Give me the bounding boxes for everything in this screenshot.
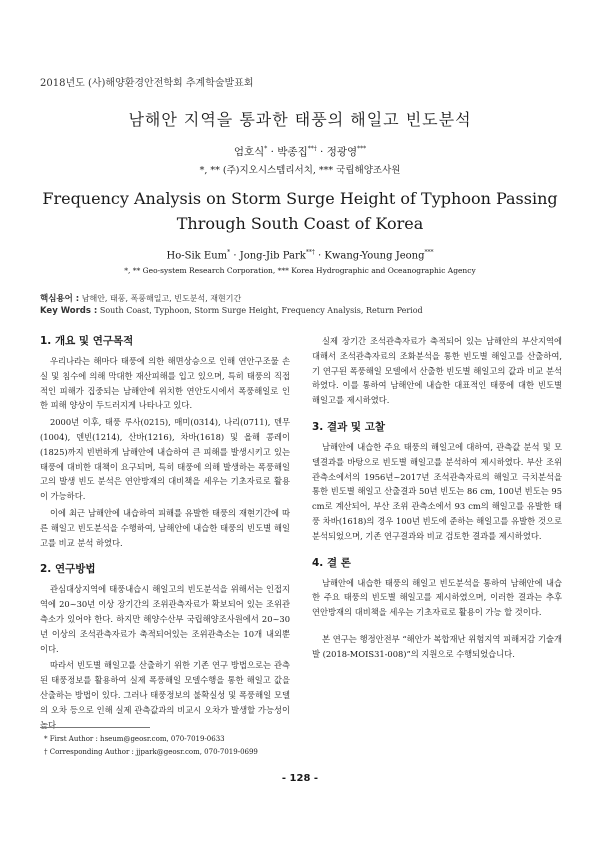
paragraph: 관심대상지역에 태풍내습시 해일고의 빈도분석을 위해서는 인접지역에 20~30년 이상 장기간의 조위관측자료가 확보되어 있는 조위관측소가 있어야 한다. 하지만 해양수산부 국립해양조사원에서 20~30년 이상의 조석관측자료가 축적되어있는 조위관측소는 10개 내외뿐이다. bbox=[40, 584, 290, 654]
author-2: 박종집 bbox=[277, 146, 308, 158]
footnote-first-author bbox=[44, 733, 304, 746]
section-heading: 3. 결과 및 고찰 bbox=[312, 420, 385, 433]
author-2-en: Jong-Jib Park bbox=[239, 250, 306, 262]
page-number: - 128 - bbox=[281, 773, 319, 784]
paragraph: 실제 장기간 조석관측자료가 축적되어 있는 남해안의 부산지역에 대해서 조석관측자료의 조화분석을 통한 빈도별 해일고를 산출하여, 기 연구된 폭풍해일 모델에서 산출한 빈도별 해일고의 값과 비교 분석하였다. 이를 통하여 남해안에 내습한 대표적인 태풍에 대한 빈도별 해일고를 제시하였다. bbox=[312, 336, 562, 406]
author-separator: · bbox=[314, 250, 325, 262]
author-2-mark: **† bbox=[307, 145, 317, 153]
section-heading: 4. 결 론 bbox=[312, 556, 351, 569]
footnotes bbox=[44, 733, 304, 758]
author-separator: · bbox=[267, 146, 278, 158]
keywords-english bbox=[40, 306, 560, 316]
footnote-corresponding-author bbox=[44, 746, 304, 759]
footnote-text: First Author : hseum@geosr.com, 070-7019-0633 bbox=[49, 735, 225, 743]
section-heading: 2. 연구방법 bbox=[40, 563, 96, 576]
author-1: 엄호식 bbox=[233, 146, 265, 158]
affiliation-korean: *, ** (주)지오시스템리서치, *** 국립해양조사원 bbox=[199, 165, 401, 176]
left-column bbox=[40, 334, 290, 734]
conference-header: 2018년도 (사)해양환경안전학회 추계학술발표회 bbox=[40, 78, 254, 89]
author-3-en-mark: *** bbox=[424, 249, 434, 256]
author-1-mark: * bbox=[264, 145, 268, 153]
title-korean: 남해안 지역을 통과한 태풍의 해일고 빈도분석 bbox=[128, 110, 472, 129]
keywords-english-text: South Coast, Typhoon, Storm Surge Height, Frequency Analysis, Return Period bbox=[99, 306, 423, 315]
keywords-korean-text: 남해안, 태풍, 폭풍해일고, 빈도분석, 재현기간 bbox=[81, 294, 242, 303]
keywords-english-label: Key Words : bbox=[40, 306, 98, 316]
footnote-divider bbox=[40, 727, 150, 728]
author-separator: · bbox=[316, 146, 327, 158]
author-1-en-mark: * bbox=[227, 249, 231, 256]
keywords-korean-label: 핵심용어 : bbox=[40, 294, 80, 304]
author-3-mark: *** bbox=[357, 145, 367, 153]
title-english: Frequency Analysis on Storm Surge Height of Typhoon Passing Through South Coast of Korea bbox=[42, 189, 558, 233]
footnote-text: Corresponding Author : jjpark@geosr.com, 070-7019-0699 bbox=[49, 747, 258, 756]
paragraph: 남해안에 내습한 주요 태풍의 해일고에 대하여, 관측값 분석 및 모델결과를 바탕으로 빈도별 해일고를 분석하여 제시하였다. 부산 조위관측소에서의 1956년~2017년 조석관측자료의 해일고 극치분석을 통한 빈도별 해일고 산출결과 50년 빈도는 86 cm, 100년 빈도는 95 cm로 계산되어, 부산 조위 관측소에서 93 cm의 해일고를 유발한 태풍 차바(1618)의 경우 100년 빈도에 준하는 해일고를 유발한 것으로 분석되었으며, 기존 연구결과와 비교 검토한 결과를 제시하였다. bbox=[312, 441, 562, 541]
author-3-en: Kwang-Young Jeong bbox=[324, 250, 425, 262]
paragraph: 2000년 이후, 태풍 루사(0215), 매미(0314), 나리(0711), 덴무(1004), 덴빈(1214), 산바(1216), 차바(1618) 및 올해 콩레이(1825)까지 빈번하게 남해안에 내습하여 큰 피해를 발생시키고 있는 태풍에 대비한 대책이 요구되며, 특히 태풍에 의해 발생하는 폭풍해일고의 발생 빈도 분석은 연안방재의 대비책을 세우는 기초자료로 활용이 가능하다. bbox=[40, 417, 290, 502]
section-heading: 1. 개요 및 연구목적 bbox=[40, 335, 134, 347]
footnote-mark: * bbox=[44, 735, 48, 743]
author-3: 정광영 bbox=[326, 146, 358, 158]
keywords-korean bbox=[40, 292, 560, 304]
authors-english bbox=[0, 249, 600, 261]
right-column bbox=[312, 334, 562, 664]
footnote-mark: † bbox=[44, 747, 48, 756]
author-2-en-mark: **† bbox=[305, 249, 315, 256]
acknowledgement: 본 연구는 행정안전부 “해안가 복합재난 위험지역 피해저감 기술개발 (2018-MOIS31-008)”의 지원으로 수행되었습니다. bbox=[312, 633, 562, 659]
paragraph: 남해안에 내습한 태풍의 해일고 빈도분석을 통하여 남해안에 내습한 주요 태풍의 빈도별 해일고를 제시하였으며, 이러한 결과는 추후 연안방재의 대비책을 세우는 기초자료로 활용이 가능 할 것이다. bbox=[312, 577, 562, 618]
authors-korean bbox=[0, 144, 600, 159]
author-separator: · bbox=[230, 250, 240, 262]
paragraph: 따라서 빈도별 해일고를 산출하기 위한 기존 연구 방법으로는 관측된 태풍정보를 활용하여 실제 폭풍해일 모델수행을 통한 해일고 값을 산출하는 방법이 있다. 그러나 태풍정보의 불확실성 및 폭풍해일 모델의 오차 등으로 인해 실제 관측값과의 비교시 오차가 발생할 가능성이 높다. bbox=[40, 660, 290, 730]
paragraph: 이에 최근 남해안에 내습하여 피해를 유발한 태풍의 재현기간에 따른 해일고 빈도분석을 수행하여, 남해안에 내습한 태풍의 빈도별 해일고를 비교 분석 하였다. bbox=[40, 507, 290, 548]
author-1-en: Ho-Sik Eum bbox=[166, 250, 228, 262]
paragraph: 우리나라는 해마다 태풍에 의한 해면상승으로 인해 연안구조물 손실 및 침수에 의해 막대한 재산피해를 입고 있으며, 특히 태풍의 직접적인 피해가 집중되는 남해안에 위치한 연안도시에서 폭풍해일로 인한 피해 양상이 두드러지게 나타나고 있다. bbox=[40, 356, 290, 411]
affiliation-english: *, ** Geo-system Research Corporation, *** Korea Hydrographic and Oceanographic Agency bbox=[124, 266, 476, 275]
